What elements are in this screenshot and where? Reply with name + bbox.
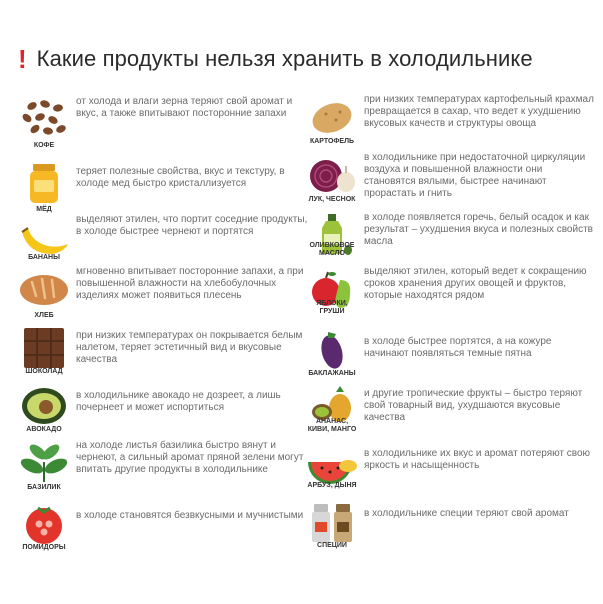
list-item-apples-pears [306, 266, 596, 324]
list-item-watermelon-melon [306, 444, 596, 502]
list-item-coffee [18, 96, 308, 154]
item-description: на холоде листья базилика быстро вянут и чернеют, а сильный аромат пряной зелени могут впитать другие продукты в холодильнике [76, 440, 304, 475]
list-item-bread [18, 266, 308, 324]
item-description: в холоде быстрее портятся, а на кожуре начинают появляться темные пятна [364, 336, 552, 359]
item-label: ЯБЛОКИ, ГРУШИ [316, 300, 348, 315]
item-label: ШОКОЛАД [25, 368, 63, 375]
list-item-potato [306, 94, 596, 152]
item-description: в холодильнике при недостаточной циркуляции воздуха и повышенной влажности они становятся вялыми, быстрее начинают прорастать и гнить [364, 152, 586, 199]
item-description: в холодильнике авокадо не дозреет, а лишь почернеет и может испортиться [76, 390, 281, 413]
item-label: СПЕЦИИ [317, 542, 347, 549]
bread-icon [18, 266, 70, 312]
list-item-spices [306, 500, 596, 558]
list-item-bananas [18, 214, 308, 272]
item-description: мгновенно впитывает посторонние запахи, а при повышенной влажности на хлебобулочных изделиях может появиться плесень [76, 266, 304, 301]
item-label: ХЛЕБ [34, 312, 54, 319]
item-description: теряет полезные свойства, вкус и текстуру, в холоде мед быстро кристаллизуется [76, 166, 285, 189]
list-item-chocolate [18, 326, 308, 384]
item-description: в холодильнике их вкус и аромат потеряют свою яркость и насыщенность [364, 448, 591, 471]
item-label: КАРТОФЕЛЬ [309, 138, 355, 145]
exclamation-icon: ! [18, 44, 27, 74]
list-item-eggplant [306, 326, 596, 384]
potato-icon [306, 94, 358, 140]
spices-icon [306, 500, 358, 546]
item-label: БАНАНЫ [28, 254, 60, 261]
item-description: в холодильнике специи теряют свой аромат [364, 508, 569, 519]
tomato-icon [18, 502, 70, 548]
item-label: БАЗИЛИК [27, 484, 61, 491]
basil-icon [18, 440, 70, 486]
item-description: при низких температурах он покрывается белым налетом, теряет эстетичный вид и вкусовые качества [76, 330, 303, 365]
item-label: ПОМИДОРЫ [22, 544, 66, 551]
list-item-avocado [18, 384, 308, 442]
item-label: КОФЕ [33, 142, 55, 149]
item-label: БАКЛАЖАНЫ [308, 370, 356, 377]
item-description: в холоде становятся безвкусными и мучнистыми [76, 510, 304, 521]
honey-jar-icon [18, 160, 70, 206]
list-item-basil [18, 440, 308, 498]
onion-garlic-icon [306, 152, 358, 198]
coffee-beans-icon [18, 96, 70, 142]
chocolate-icon [18, 326, 70, 372]
item-description: в холоде появляется горечь, белый осадок и как результат – ухудшения вкуса и полезных свойств масла [364, 212, 593, 247]
list-item-tomatoes [18, 502, 308, 560]
item-label: АНАНАС, КИВИ, МАНГО [307, 418, 357, 433]
item-label: АРБУЗ, ДЫНЯ [307, 482, 357, 489]
page-title [18, 46, 533, 72]
avocado-icon [18, 384, 70, 430]
list-item-olive-oil [306, 212, 596, 270]
item-description: при низких температурах картофельный крахмал превращается в сахар, что ведет к ухудшению вкусовых качеств и структуры овоща [364, 94, 594, 129]
item-description: и другие тропические фрукты – быстро теряют свой товарный вид, ухудшаются вкусовые качества [364, 388, 583, 423]
eggplant-icon [306, 326, 358, 372]
list-item-honey [18, 160, 308, 218]
item-description: выделяют этилен, который ведет к сокращению сроков хранения других овощей и фруктов, которые находятся рядом [364, 266, 587, 301]
list-item-onion-garlic [306, 152, 596, 210]
list-item-tropical-fruits [306, 384, 596, 442]
item-description: выделяют этилен, что портит соседние продукты, в холоде быстрее чернеют и портятся [76, 214, 308, 237]
item-description: от холода и влаги зерна теряют свой аромат и вкус, а также впитывают посторонние запахи [76, 96, 293, 119]
item-label: АВОКАДО [26, 426, 62, 433]
title-text: Какие продукты нельзя хранить в холодильнике [36, 46, 533, 71]
item-label: ОЛИВКОВОЕ МАСЛО [309, 242, 355, 257]
item-label: ЛУК, ЧЕСНОК [308, 196, 356, 203]
item-label: МЁД [36, 206, 52, 213]
